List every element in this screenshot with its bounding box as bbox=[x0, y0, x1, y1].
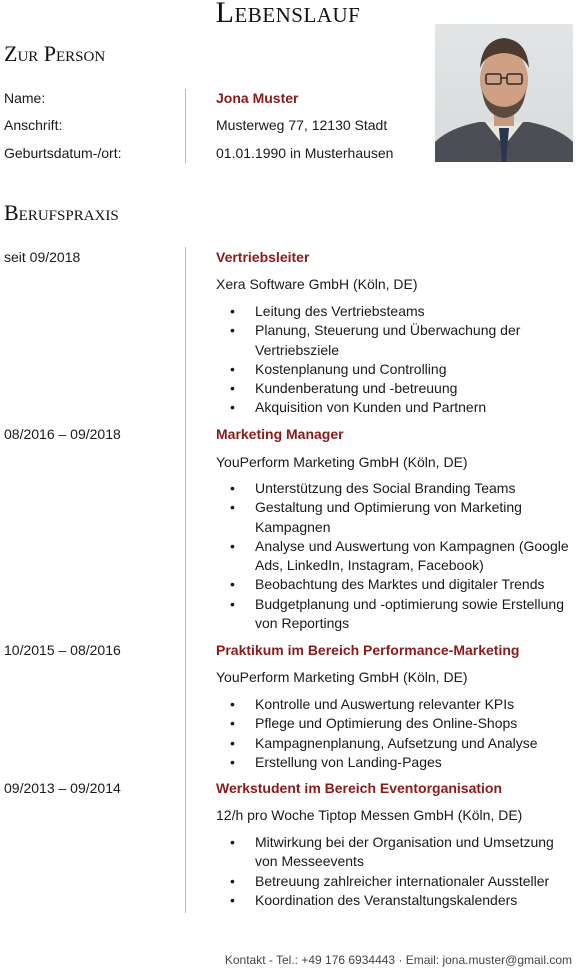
list-item: • Kampagnenplanung, Aufsetzung und Analyse bbox=[216, 734, 571, 753]
value-address: Musterweg 77, 12130 Stadt bbox=[216, 117, 388, 133]
divider-line-personal bbox=[185, 89, 186, 163]
list-item: • Betreuung zahlreicher internationaler Aussteller bbox=[216, 872, 571, 891]
list-item: • Kundenberatung und -betreuung bbox=[216, 379, 571, 398]
list-item: • Akquisition von Kunden und Partnern bbox=[216, 398, 571, 417]
task-list bbox=[216, 695, 571, 772]
task-list bbox=[216, 479, 571, 633]
footer-contact: Kontakt - Tel.: +49 176 6934443 · Email: jona.muster@gmail.com bbox=[224, 953, 572, 967]
list-item: • Kostenplanung und Controlling bbox=[216, 360, 571, 379]
list-item: • Budgetplanung und -optimierung sowie Erstellung von Reportings bbox=[216, 595, 571, 634]
job-position: Marketing Manager bbox=[216, 426, 344, 442]
list-item: • Leitung des Vertriebsteams bbox=[216, 302, 571, 321]
task-list bbox=[216, 833, 571, 910]
list-item: • Beobachtung des Marktes und digitaler Trends bbox=[216, 575, 571, 594]
page-title: Lebenslauf bbox=[215, 0, 361, 29]
job-company: YouPerform Marketing GmbH (Köln, DE) bbox=[216, 454, 468, 470]
section-heading-personal: Zur Person bbox=[4, 41, 106, 66]
job-period: 10/2015 – 08/2016 bbox=[4, 642, 121, 658]
section-heading-experience: Berufspraxis bbox=[4, 200, 119, 225]
list-item: • Mitwirkung bei der Organisation und Umsetzung von Messeevents bbox=[216, 833, 571, 872]
job-company: YouPerform Marketing GmbH (Köln, DE) bbox=[216, 669, 468, 685]
list-item: • Gestaltung und Optimierung von Marketing Kampagnen bbox=[216, 498, 571, 537]
job-position: Werkstudent im Bereich Eventorganisation bbox=[216, 780, 503, 796]
job-company: Xera Software GmbH (Köln, DE) bbox=[216, 276, 418, 292]
list-item: • Erstellung von Landing-Pages bbox=[216, 753, 571, 772]
job-position: Vertriebsleiter bbox=[216, 249, 310, 265]
value-birth: 01.01.1990 in Musterhausen bbox=[216, 145, 394, 161]
job-company: 12/h pro Woche Tiptop Messen GmbH (Köln, DE) bbox=[216, 807, 523, 823]
divider-line-experience bbox=[185, 247, 186, 913]
list-item: • Unterstützung des Social Branding Teams bbox=[216, 479, 571, 498]
job-period: 08/2016 – 09/2018 bbox=[4, 426, 121, 442]
list-item: • Pflege und Optimierung des Online-Shops bbox=[216, 714, 571, 733]
list-item: • Kontrolle und Auswertung relevanter KPIs bbox=[216, 695, 571, 714]
label-birth: Geburtsdatum-/ort: bbox=[4, 145, 122, 161]
label-address: Anschrift: bbox=[4, 117, 63, 133]
list-item: • Koordination des Veranstaltungskalenders bbox=[216, 891, 571, 910]
label-name: Name: bbox=[4, 90, 46, 106]
list-item: • Analyse und Auswertung von Kampagnen (Google Ads, LinkedIn, Instagram, Facebook) bbox=[216, 537, 571, 576]
list-item: • Planung, Steuerung und Überwachung der Vertriebsziele bbox=[216, 321, 571, 360]
job-position: Praktikum im Bereich Performance-Marketing bbox=[216, 642, 520, 658]
value-name: Jona Muster bbox=[216, 90, 299, 106]
job-period: seit 09/2018 bbox=[4, 249, 81, 265]
task-list bbox=[216, 302, 571, 418]
job-period: 09/2013 – 09/2014 bbox=[4, 780, 121, 796]
